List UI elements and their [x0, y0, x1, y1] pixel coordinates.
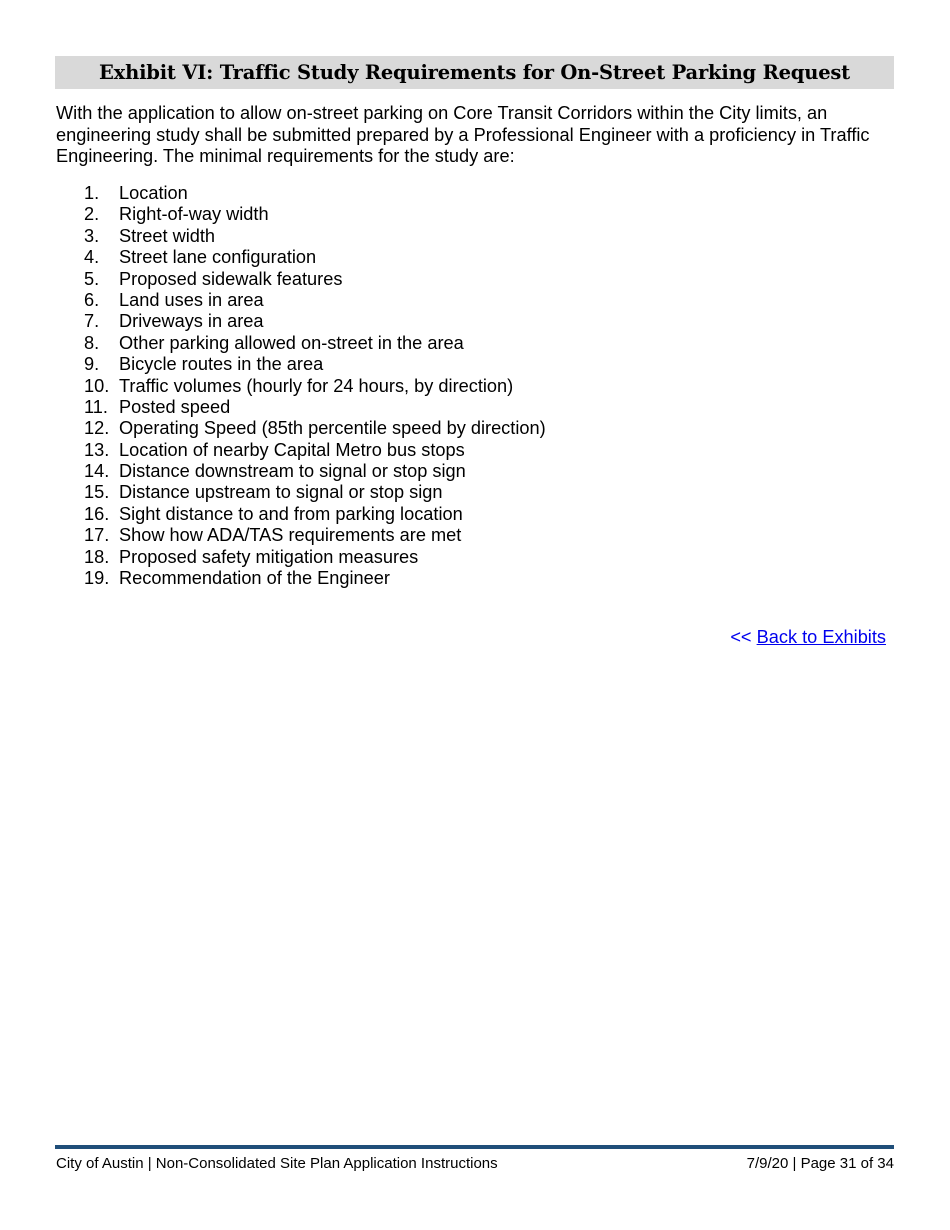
list-item-text: Location: [119, 183, 188, 203]
list-item: [84, 440, 546, 461]
list-item-text: Proposed safety mitigation measures: [119, 546, 419, 567]
footer-page-info: 7/9/20 | Page 31 of 34: [746, 1155, 894, 1172]
page-title: Exhibit VI: Traffic Study Requirements for On-Street Parking Request: [99, 61, 850, 84]
list-item-text: Operating Speed (85th percentile speed by direction): [119, 418, 546, 439]
list-item-number: 17.: [84, 525, 110, 546]
list-item-number: 9.: [84, 354, 100, 375]
list-item: [84, 226, 546, 247]
list-item: [84, 547, 546, 568]
list-item: [84, 333, 546, 354]
list-item-number: 8.: [84, 332, 100, 353]
list-item-number: 2.: [84, 204, 100, 225]
list-item: [84, 269, 546, 290]
list-item-text: Posted speed: [119, 396, 231, 417]
list-item-text: Driveways in area: [119, 311, 264, 332]
list-item-text: Right-of-way width: [119, 204, 269, 225]
list-item-number: 10.: [84, 375, 110, 396]
back-to-exhibits-link[interactable]: Back to Exhibits: [756, 627, 886, 647]
list-item-text: Street lane configuration: [119, 247, 317, 268]
list-item-text: Bicycle routes in the area: [119, 354, 324, 375]
list-item: [84, 418, 546, 439]
list-item-number: 12.: [84, 418, 110, 439]
list-item: [84, 525, 546, 546]
footer-divider: [55, 1145, 894, 1149]
list-item-number: 7.: [84, 311, 100, 332]
list-item: [84, 354, 546, 375]
list-item-number: 11.: [84, 396, 108, 417]
list-item-text: Distance upstream to signal or stop sign: [119, 482, 443, 503]
list-item-text: Show how ADA/TAS requirements are met: [119, 525, 462, 546]
list-item-text: Distance downstream to signal or stop sign: [119, 461, 466, 482]
list-item: [84, 482, 546, 503]
list-item: [84, 311, 546, 332]
page-footer: [56, 1155, 894, 1172]
list-item-number: 1.: [84, 183, 100, 203]
list-item-number: 3.: [84, 225, 100, 246]
list-item: [84, 461, 546, 482]
footer-document-title: City of Austin | Non-Consolidated Site Plan Application Instructions: [56, 1155, 498, 1172]
list-item-text: Land uses in area: [119, 289, 264, 310]
list-item-text: Sight distance to and from parking location: [119, 503, 463, 524]
list-item: [84, 397, 546, 418]
list-item-number: 18.: [84, 546, 110, 567]
list-item: [84, 290, 546, 311]
back-link-container: [730, 627, 886, 648]
list-item: [84, 376, 546, 397]
list-item: [84, 504, 546, 525]
list-item: [84, 183, 546, 204]
list-item: [84, 247, 546, 268]
list-item-number: 6.: [84, 289, 100, 310]
list-item-number: 4.: [84, 247, 100, 268]
list-item-number: 5.: [84, 268, 100, 289]
list-item-number: 15.: [84, 482, 110, 503]
list-item: [84, 204, 546, 225]
list-item: [84, 568, 546, 589]
list-item-text: Traffic volumes (hourly for 24 hours, by direction): [119, 375, 514, 396]
list-item-number: 19.: [84, 568, 110, 589]
back-link-arrows: <<: [730, 627, 757, 647]
requirements-list: [84, 183, 546, 589]
intro-paragraph: With the application to allow on-street parking on Core Transit Corridors within the City limits, an engineering study shall be submitted prepared by a Professional Engineer with a proficiency in Traffic Engineering. The minimal requirements for the study are:: [56, 103, 870, 166]
list-item-number: 13.: [84, 439, 110, 460]
list-item-number: 16.: [84, 503, 110, 524]
exhibit-title-bar: [55, 56, 894, 89]
list-item-number: 14.: [84, 461, 110, 482]
list-item-text: Street width: [119, 225, 216, 246]
list-item-text: Recommendation of the Engineer: [119, 568, 390, 589]
list-item-text: Other parking allowed on-street in the area: [119, 332, 464, 353]
list-item-text: Proposed sidewalk features: [119, 268, 343, 289]
list-item-text: Location of nearby Capital Metro bus stops: [119, 439, 465, 460]
